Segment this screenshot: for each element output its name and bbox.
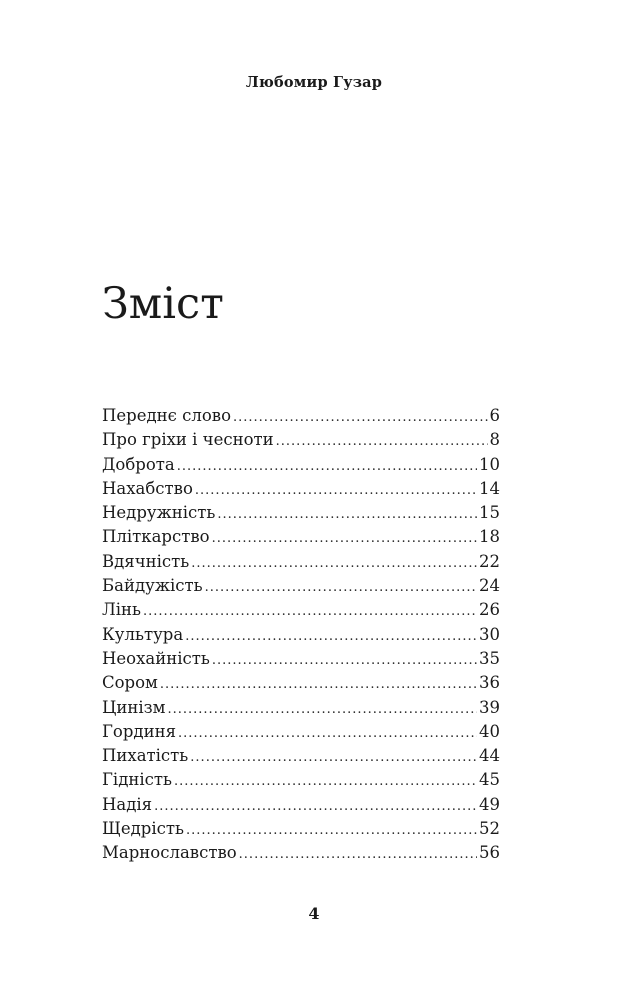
toc-entry-title: Гідність xyxy=(102,770,172,790)
toc-entry[interactable] xyxy=(102,720,500,744)
toc-entry-page: 14 xyxy=(479,478,500,498)
toc-entry[interactable] xyxy=(102,598,500,622)
toc-entry-page: 52 xyxy=(479,819,500,839)
toc-entry-title: Переднє слово xyxy=(102,406,232,425)
toc-entry-page: 8 xyxy=(489,430,500,450)
dot-leader xyxy=(186,819,477,843)
dot-leader xyxy=(233,406,487,430)
dot-leader xyxy=(217,503,477,527)
toc-entry-page: 15 xyxy=(479,503,500,523)
toc-entry[interactable] xyxy=(102,501,500,525)
toc-entry[interactable] xyxy=(102,768,500,792)
dot-leader xyxy=(143,600,477,624)
toc-entry[interactable] xyxy=(102,453,500,477)
toc-entry-page: 10 xyxy=(479,454,500,474)
toc-entry-title: Надія xyxy=(102,794,153,814)
toc-entry-title: Пихатість xyxy=(102,746,189,766)
table-of-contents xyxy=(102,404,500,866)
toc-entry[interactable] xyxy=(102,428,500,452)
dot-leader xyxy=(177,455,477,479)
toc-entry-title: Марнославство xyxy=(102,843,237,863)
running-head-author: Любомир Гузар xyxy=(245,74,383,91)
dot-leader xyxy=(160,673,477,697)
toc-entry[interactable] xyxy=(102,671,500,695)
toc-entry[interactable] xyxy=(102,623,500,647)
toc-entry-title: Недружність xyxy=(102,503,216,523)
page-title: Зміст xyxy=(102,279,224,329)
toc-entry-page: 22 xyxy=(479,551,500,571)
toc-entry-page: 30 xyxy=(479,624,500,644)
dot-leader xyxy=(212,649,477,673)
toc-entry-title: Щедрість xyxy=(102,819,184,839)
toc-entry-title: Пліткарство xyxy=(102,527,210,547)
dot-leader xyxy=(190,746,477,770)
toc-entry-title: Цинізм xyxy=(102,697,166,717)
toc-entry-title: Гординя xyxy=(102,721,176,741)
toc-entry[interactable] xyxy=(102,647,500,671)
page-number: 4 xyxy=(308,904,320,923)
toc-entry-title: Про гріхи і чесноти xyxy=(102,430,274,450)
toc-entry[interactable] xyxy=(102,525,500,549)
toc-entry-page: 39 xyxy=(479,697,500,717)
toc-entry-page: 26 xyxy=(479,600,500,620)
dot-leader xyxy=(185,625,477,649)
toc-entry-page: 45 xyxy=(479,770,500,790)
toc-entry-title: Вдячність xyxy=(102,551,190,571)
dot-leader xyxy=(239,843,477,867)
dot-leader xyxy=(154,795,477,819)
toc-entry[interactable] xyxy=(102,696,500,720)
toc-entry-title: Нахабство xyxy=(102,478,193,498)
toc-entry[interactable] xyxy=(102,477,500,501)
dot-leader xyxy=(191,552,477,576)
toc-entry[interactable] xyxy=(102,404,500,428)
toc-entry[interactable] xyxy=(102,793,500,817)
toc-entry-page: 24 xyxy=(479,576,500,596)
toc-entry-title: Сором xyxy=(102,673,158,693)
toc-entry-page: 35 xyxy=(479,648,500,668)
toc-entry-page: 56 xyxy=(479,843,500,863)
dot-leader xyxy=(178,722,477,746)
toc-entry-title: Байдужість xyxy=(102,576,203,596)
toc-entry-title: Неохайність xyxy=(102,648,210,668)
toc-entry-page: 44 xyxy=(479,746,500,766)
toc-entry[interactable] xyxy=(102,817,500,841)
toc-entry-page: 40 xyxy=(479,721,500,741)
toc-entry[interactable] xyxy=(102,550,500,574)
toc-entry[interactable] xyxy=(102,744,500,768)
toc-entry-title: Лінь xyxy=(102,600,142,620)
toc-entry-page: 6 xyxy=(489,406,500,425)
toc-entry-title: Доброта xyxy=(102,454,175,474)
toc-entry[interactable] xyxy=(102,841,500,865)
dot-leader xyxy=(174,770,477,794)
dot-leader xyxy=(276,430,488,454)
dot-leader xyxy=(212,527,477,551)
dot-leader xyxy=(205,576,477,600)
dot-leader xyxy=(195,479,477,503)
toc-entry-page: 18 xyxy=(479,527,500,547)
dot-leader xyxy=(168,698,478,722)
toc-entry-title: Культура xyxy=(102,624,184,644)
toc-entry-page: 36 xyxy=(479,673,500,693)
toc-entry[interactable] xyxy=(102,574,500,598)
toc-entry-page: 49 xyxy=(479,794,500,814)
